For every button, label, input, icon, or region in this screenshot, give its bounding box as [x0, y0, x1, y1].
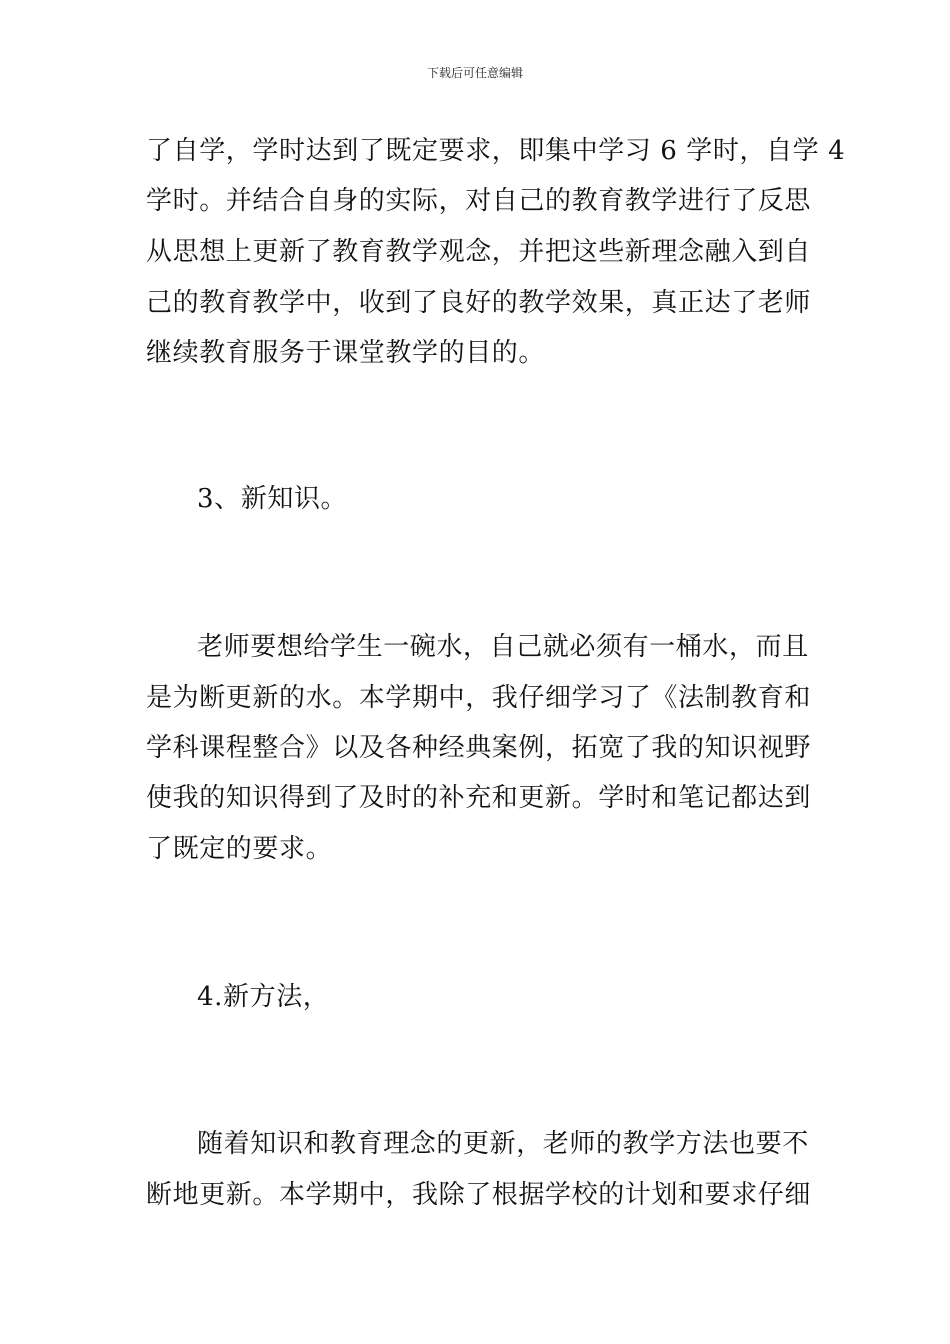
paragraph-3-line-2: 断地更新。本学期中，我除了根据学校的计划和要求仔细 — [146, 1180, 812, 1210]
page-header: 下载后可任意编辑 — [426, 66, 523, 80]
section-heading-4: 4.新方法， — [197, 982, 330, 1012]
paragraph-3-line-1: 随着知识和教育理念的更新，老师的教学方法也要不 — [197, 1129, 809, 1159]
paragraph-2-line-4: 使我的知识得到了及时的补充和更新。学时和笔记都达到 — [146, 783, 812, 813]
section-heading-3: 3、新知识。 — [197, 484, 348, 514]
paragraph-1-line-1: 了自学，学时达到了既定要求，即集中学习 6 学时，自学 4 — [146, 136, 846, 166]
paragraph-2-line-1: 老师要想给学生一碗水，自己就必须有一桶水，而且 — [197, 632, 809, 662]
paragraph-1-line-2: 学时。并结合自身的实际，对自己的教育教学进行了反思 — [146, 186, 812, 216]
paragraph-1-line-4: 己的教育教学中，收到了良好的教学效果，真正达了老师 — [146, 288, 812, 318]
paragraph-1-line-5: 继续教育服务于课堂教学的目的。 — [146, 338, 546, 368]
paragraph-1-line-3: 从思想上更新了教育教学观念，并把这些新理念融入到自 — [146, 237, 812, 267]
paragraph-2-line-5: 了既定的要求。 — [146, 834, 333, 864]
paragraph-2-line-2: 是为断更新的水。本学期中，我仔细学习了《法制教育和 — [146, 683, 812, 713]
paragraph-2-line-3: 学科课程整合》以及各种经典案例，拓宽了我的知识视野 — [146, 733, 812, 763]
